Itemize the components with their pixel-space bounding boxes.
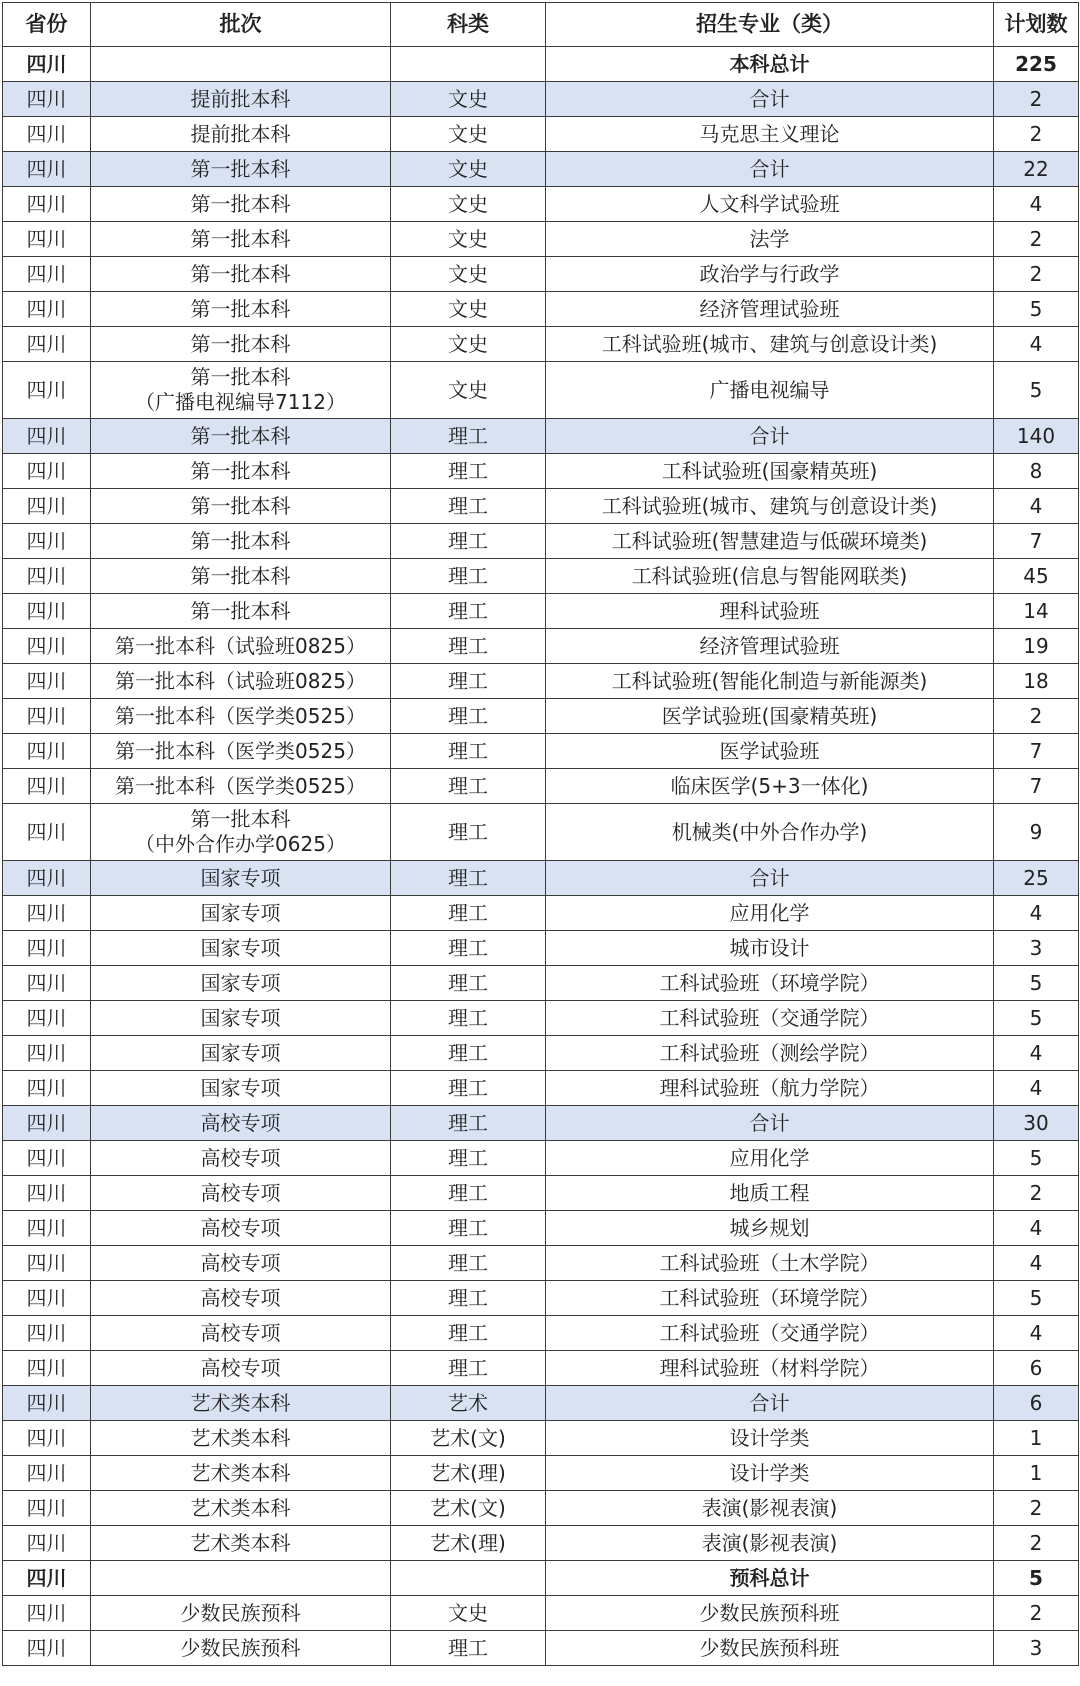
cell-plan-count: 2 [994,1596,1079,1631]
table-row [3,362,1079,419]
cell-province: 四川 [3,362,91,419]
cell-category: 理工 [391,1141,546,1176]
cell-major: 广播电视编导 [546,362,994,419]
cell-major: 工科试验班（环境学院） [546,1281,994,1316]
cell-major: 理科试验班 [546,594,994,629]
cell-major: 合计 [546,419,994,454]
cell-major: 设计学类 [546,1456,994,1491]
cell-batch: 艺术类本科 [91,1456,391,1491]
cell-province: 四川 [3,1561,91,1596]
cell-province: 四川 [3,896,91,931]
table-row [3,769,1079,804]
cell-plan-count: 2 [994,82,1079,117]
cell-province: 四川 [3,257,91,292]
cell-major: 少数民族预科班 [546,1596,994,1631]
cell-batch: 第一批本科 [91,594,391,629]
cell-batch: 第一批本科 [91,559,391,594]
header-category: 科类 [391,3,546,47]
cell-batch: 国家专项 [91,1036,391,1071]
cell-plan-count: 1 [994,1421,1079,1456]
cell-province: 四川 [3,1246,91,1281]
cell-batch: 国家专项 [91,861,391,896]
cell-batch: 第一批本科（医学类0525） [91,734,391,769]
cell-major: 合计 [546,152,994,187]
cell-plan-count: 9 [994,804,1079,861]
cell-category: 理工 [391,1351,546,1386]
cell-batch: 艺术类本科 [91,1526,391,1561]
table-row [3,292,1079,327]
table-row [3,222,1079,257]
cell-province: 四川 [3,559,91,594]
table-header-row [3,3,1079,47]
cell-plan-count: 7 [994,734,1079,769]
cell-major: 政治学与行政学 [546,257,994,292]
cell-province: 四川 [3,734,91,769]
cell-major: 工科试验班(城市、建筑与创意设计类) [546,489,994,524]
cell-major: 工科试验班(信息与智能网联类) [546,559,994,594]
subtotal-row [3,861,1079,896]
table-row [3,966,1079,1001]
cell-major: 人文科学试验班 [546,187,994,222]
cell-category: 理工 [391,1106,546,1141]
table-row [3,804,1079,861]
cell-province: 四川 [3,1281,91,1316]
batch-line-1: 第一批本科 [190,807,291,831]
cell-category: 理工 [391,1036,546,1071]
cell-batch: 第一批本科 [91,327,391,362]
batch-line-2: （中外合作办学0625） [135,832,346,856]
cell-batch: 第一批本科 [91,257,391,292]
cell-category [391,47,546,82]
batch-line-1: 第一批本科 [190,365,291,389]
cell-category: 文史 [391,222,546,257]
cell-province: 四川 [3,47,91,82]
table-body [3,47,1079,1666]
cell-province: 四川 [3,1386,91,1421]
cell-batch: 国家专项 [91,1071,391,1106]
cell-province: 四川 [3,966,91,1001]
cell-major: 工科试验班（土木学院） [546,1246,994,1281]
cell-batch: 第一批本科（试验班0825） [91,664,391,699]
cell-batch: 第一批本科（医学类0525） [91,699,391,734]
cell-batch: 第一批本科 [91,152,391,187]
cell-category: 理工 [391,419,546,454]
cell-category: 理工 [391,524,546,559]
cell-major: 工科试验班（测绘学院） [546,1036,994,1071]
cell-category: 理工 [391,664,546,699]
cell-batch: 第一批本科（试验班0825） [91,629,391,664]
subtotal-row [3,1386,1079,1421]
cell-category [391,1561,546,1596]
cell-major: 表演(影视表演) [546,1491,994,1526]
table-row [3,1246,1079,1281]
cell-plan-count: 45 [994,559,1079,594]
cell-category: 理工 [391,966,546,1001]
cell-province: 四川 [3,1491,91,1526]
header-province: 省份 [3,3,91,47]
table-row [3,1211,1079,1246]
cell-batch: 第一批本科 [91,524,391,559]
cell-major: 表演(影视表演) [546,1526,994,1561]
cell-province: 四川 [3,861,91,896]
cell-category: 理工 [391,559,546,594]
cell-category: 理工 [391,1001,546,1036]
cell-batch: 艺术类本科 [91,1386,391,1421]
cell-major: 工科试验班(智能化制造与新能源类) [546,664,994,699]
table-row [3,1351,1079,1386]
cell-plan-count: 3 [994,931,1079,966]
cell-province: 四川 [3,769,91,804]
cell-major: 合计 [546,861,994,896]
cell-plan-count: 2 [994,257,1079,292]
cell-category: 文史 [391,82,546,117]
cell-plan-count: 4 [994,327,1079,362]
grand-total-row [3,1561,1079,1596]
cell-province: 四川 [3,1071,91,1106]
cell-major: 合计 [546,82,994,117]
cell-major: 医学试验班(国豪精英班) [546,699,994,734]
table-row [3,1631,1079,1666]
table-row [3,524,1079,559]
table-row [3,117,1079,152]
cell-category: 理工 [391,804,546,861]
batch-line-2: （广播电视编导7112） [135,390,346,414]
cell-category: 文史 [391,187,546,222]
table-row [3,489,1079,524]
cell-major: 理科试验班（材料学院） [546,1351,994,1386]
cell-batch: 提前批本科 [91,117,391,152]
cell-plan-count: 4 [994,1211,1079,1246]
cell-province: 四川 [3,931,91,966]
cell-province: 四川 [3,1596,91,1631]
cell-category: 艺术(文) [391,1421,546,1456]
cell-category: 理工 [391,734,546,769]
cell-plan-count: 6 [994,1386,1079,1421]
table-row [3,1316,1079,1351]
cell-batch: 高校专项 [91,1106,391,1141]
cell-province: 四川 [3,1631,91,1666]
cell-plan-count: 25 [994,861,1079,896]
cell-category: 理工 [391,1631,546,1666]
cell-plan-count: 140 [994,419,1079,454]
subtotal-row [3,1106,1079,1141]
cell-category: 艺术 [391,1386,546,1421]
cell-province: 四川 [3,152,91,187]
header-plan-count: 计划数 [994,3,1079,47]
table-row [3,187,1079,222]
header-batch: 批次 [91,3,391,47]
cell-province: 四川 [3,699,91,734]
cell-province: 四川 [3,1456,91,1491]
cell-plan-count: 4 [994,1246,1079,1281]
cell-plan-count: 22 [994,152,1079,187]
cell-batch [91,804,391,861]
table-row [3,327,1079,362]
cell-category: 文史 [391,152,546,187]
cell-category: 理工 [391,1071,546,1106]
cell-category: 理工 [391,1211,546,1246]
cell-major: 工科试验班(国豪精英班) [546,454,994,489]
cell-plan-count: 5 [994,1141,1079,1176]
cell-category: 文史 [391,257,546,292]
cell-province: 四川 [3,419,91,454]
cell-category: 理工 [391,489,546,524]
subtotal-row [3,82,1079,117]
cell-major: 法学 [546,222,994,257]
cell-plan-count: 5 [994,1281,1079,1316]
cell-category: 文史 [391,117,546,152]
cell-province: 四川 [3,664,91,699]
cell-category: 理工 [391,1316,546,1351]
cell-province: 四川 [3,187,91,222]
cell-batch: 艺术类本科 [91,1421,391,1456]
table-row [3,1036,1079,1071]
cell-province: 四川 [3,1351,91,1386]
cell-category: 理工 [391,1281,546,1316]
cell-plan-count: 2 [994,699,1079,734]
cell-category: 艺术(理) [391,1526,546,1561]
cell-plan-count: 6 [994,1351,1079,1386]
table-row [3,1456,1079,1491]
table-row [3,896,1079,931]
cell-major: 机械类(中外合作办学) [546,804,994,861]
cell-plan-count: 4 [994,1316,1079,1351]
cell-category: 文史 [391,1596,546,1631]
table-row [3,1176,1079,1211]
cell-plan-count: 3 [994,1631,1079,1666]
cell-batch: 第一批本科 [91,419,391,454]
cell-batch [91,362,391,419]
cell-batch: 提前批本科 [91,82,391,117]
cell-major: 工科试验班（交通学院） [546,1316,994,1351]
cell-plan-count: 2 [994,1526,1079,1561]
cell-batch: 国家专项 [91,931,391,966]
cell-plan-count: 8 [994,454,1079,489]
table-row [3,454,1079,489]
cell-batch: 高校专项 [91,1141,391,1176]
subtotal-row [3,419,1079,454]
cell-province: 四川 [3,1106,91,1141]
cell-category: 理工 [391,896,546,931]
cell-major: 设计学类 [546,1421,994,1456]
cell-category: 艺术(文) [391,1491,546,1526]
cell-province: 四川 [3,327,91,362]
cell-province: 四川 [3,1316,91,1351]
grand-total-row [3,47,1079,82]
cell-major: 理科试验班（航力学院） [546,1071,994,1106]
cell-province: 四川 [3,454,91,489]
cell-major: 临床医学(5+3一体化) [546,769,994,804]
cell-plan-count: 4 [994,896,1079,931]
cell-batch: 少数民族预科 [91,1631,391,1666]
cell-province: 四川 [3,629,91,664]
cell-province: 四川 [3,489,91,524]
cell-major: 预科总计 [546,1561,994,1596]
cell-province: 四川 [3,1211,91,1246]
enrollment-plan-table [2,2,1079,1666]
table-row [3,931,1079,966]
cell-batch: 国家专项 [91,1001,391,1036]
table-row [3,1596,1079,1631]
cell-plan-count: 30 [994,1106,1079,1141]
table-row [3,257,1079,292]
cell-province: 四川 [3,1036,91,1071]
cell-category: 理工 [391,931,546,966]
cell-province: 四川 [3,804,91,861]
cell-category: 文史 [391,292,546,327]
cell-major: 经济管理试验班 [546,629,994,664]
cell-major: 经济管理试验班 [546,292,994,327]
cell-category: 理工 [391,861,546,896]
cell-province: 四川 [3,524,91,559]
cell-province: 四川 [3,1421,91,1456]
cell-major: 医学试验班 [546,734,994,769]
cell-major: 工科试验班(城市、建筑与创意设计类) [546,327,994,362]
table-row [3,1491,1079,1526]
cell-batch: 第一批本科 [91,187,391,222]
cell-major: 合计 [546,1386,994,1421]
table-row [3,1421,1079,1456]
cell-category: 艺术(理) [391,1456,546,1491]
cell-batch: 第一批本科 [91,222,391,257]
cell-plan-count: 2 [994,117,1079,152]
cell-major: 合计 [546,1106,994,1141]
subtotal-row [3,152,1079,187]
cell-plan-count: 14 [994,594,1079,629]
cell-batch: 高校专项 [91,1211,391,1246]
cell-batch: 国家专项 [91,896,391,931]
cell-plan-count: 7 [994,769,1079,804]
cell-batch: 国家专项 [91,966,391,1001]
cell-province: 四川 [3,1526,91,1561]
cell-batch: 高校专项 [91,1351,391,1386]
cell-province: 四川 [3,292,91,327]
cell-major: 工科试验班（环境学院） [546,966,994,1001]
cell-plan-count: 19 [994,629,1079,664]
cell-batch: 第一批本科 [91,292,391,327]
cell-major: 少数民族预科班 [546,1631,994,1666]
table-row [3,734,1079,769]
cell-category: 文史 [391,327,546,362]
cell-plan-count: 5 [994,1001,1079,1036]
cell-plan-count: 4 [994,1071,1079,1106]
cell-category: 理工 [391,699,546,734]
cell-batch: 高校专项 [91,1246,391,1281]
table-row [3,1001,1079,1036]
table-row [3,559,1079,594]
cell-major: 工科试验班（交通学院） [546,1001,994,1036]
cell-province: 四川 [3,82,91,117]
table-row [3,664,1079,699]
table-row [3,1281,1079,1316]
cell-plan-count: 1 [994,1456,1079,1491]
cell-province: 四川 [3,222,91,257]
cell-major: 城市设计 [546,931,994,966]
table-row [3,594,1079,629]
cell-category: 文史 [391,362,546,419]
cell-plan-count: 5 [994,1561,1079,1596]
cell-plan-count: 4 [994,1036,1079,1071]
cell-plan-count: 7 [994,524,1079,559]
cell-plan-count: 5 [994,966,1079,1001]
table-row [3,699,1079,734]
cell-province: 四川 [3,594,91,629]
cell-plan-count: 5 [994,362,1079,419]
cell-major: 应用化学 [546,1141,994,1176]
cell-batch: 高校专项 [91,1176,391,1211]
table-row [3,1141,1079,1176]
cell-batch: 第一批本科 [91,489,391,524]
cell-category: 理工 [391,769,546,804]
cell-province: 四川 [3,1001,91,1036]
cell-major: 地质工程 [546,1176,994,1211]
table-row [3,629,1079,664]
cell-batch: 第一批本科 [91,454,391,489]
cell-plan-count: 2 [994,222,1079,257]
cell-province: 四川 [3,117,91,152]
cell-batch [91,47,391,82]
cell-plan-count: 5 [994,292,1079,327]
cell-plan-count: 4 [994,489,1079,524]
cell-province: 四川 [3,1176,91,1211]
table-row [3,1071,1079,1106]
cell-major: 城乡规划 [546,1211,994,1246]
cell-plan-count: 4 [994,187,1079,222]
header-major: 招生专业（类） [546,3,994,47]
cell-category: 理工 [391,629,546,664]
cell-major: 应用化学 [546,896,994,931]
cell-batch: 高校专项 [91,1281,391,1316]
cell-category: 理工 [391,1246,546,1281]
cell-major: 本科总计 [546,47,994,82]
cell-major: 工科试验班(智慧建造与低碳环境类) [546,524,994,559]
cell-province: 四川 [3,1141,91,1176]
cell-major: 马克思主义理论 [546,117,994,152]
cell-batch: 高校专项 [91,1316,391,1351]
cell-plan-count: 2 [994,1491,1079,1526]
cell-plan-count: 18 [994,664,1079,699]
cell-batch: 第一批本科（医学类0525） [91,769,391,804]
cell-batch: 少数民族预科 [91,1596,391,1631]
cell-batch [91,1561,391,1596]
cell-plan-count: 225 [994,47,1079,82]
cell-category: 理工 [391,594,546,629]
cell-category: 理工 [391,1176,546,1211]
cell-plan-count: 2 [994,1176,1079,1211]
cell-batch: 艺术类本科 [91,1491,391,1526]
table-row [3,1526,1079,1561]
cell-category: 理工 [391,454,546,489]
